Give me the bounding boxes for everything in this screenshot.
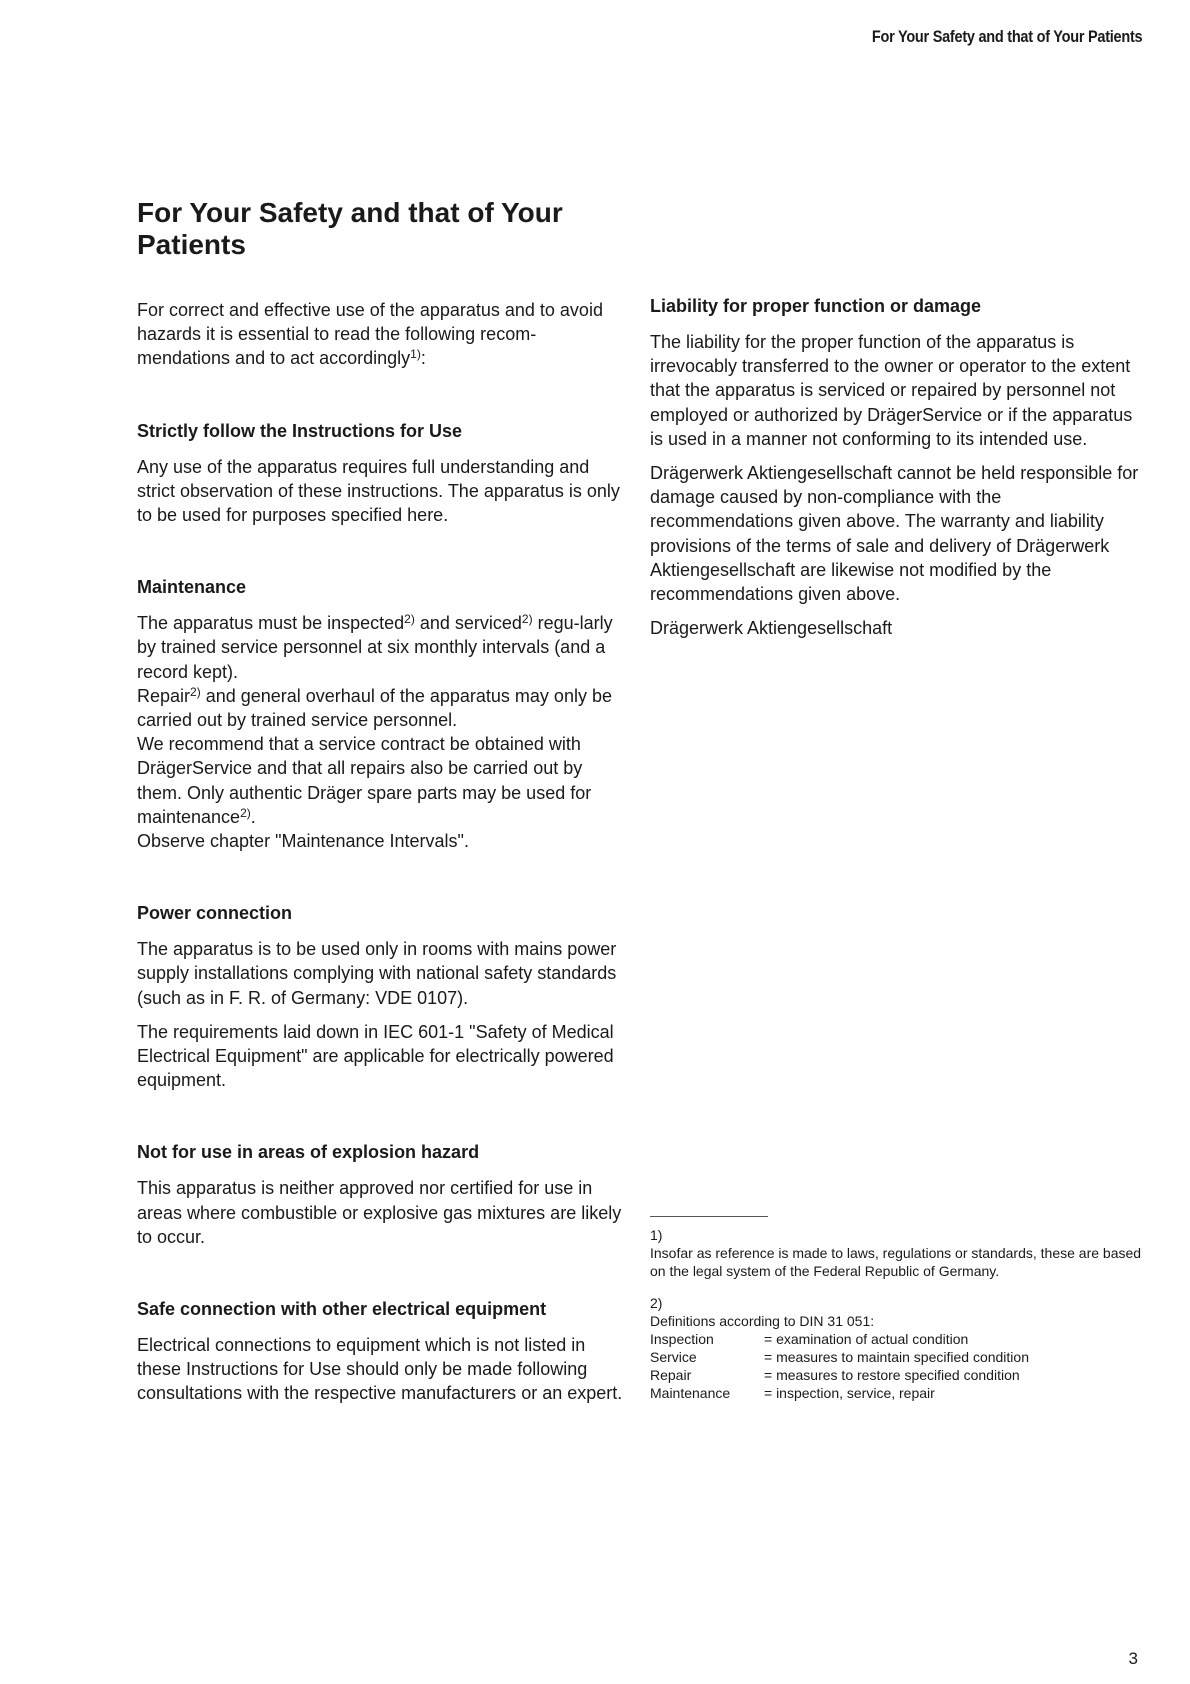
page-number: 3 [1128, 1649, 1138, 1668]
footnote-ref-2: 2) [404, 612, 415, 627]
footnote-mark: 2) [650, 1295, 663, 1311]
footnote-divider [650, 1216, 768, 1217]
section-paragraph: Any use of the apparatus requires full understanding and strict observation of these instructions. The apparatus is only to be used for purposes specified here. [137, 456, 620, 526]
footnote-text: Insofar as reference is made to laws, regulations or standards, these are based on the legal system of the Federal Republic of Germany. [650, 1245, 1142, 1279]
section-instructions [137, 419, 627, 528]
section-paragraph: The apparatus is to be used only in rooms with mains power supply installations complying with national safety standards (such as in F. R. of Germany: VDE 0107). [137, 939, 617, 1008]
definition-term: Maintenance [650, 1385, 731, 1401]
page-title: For Your Safety and that of Your Patients [137, 197, 563, 260]
definition-term: Service [650, 1349, 697, 1365]
section-paragraph: Drägerwerk Aktiengesellschaft cannot be held responsible for damage caused by non-compliance with the recommendations given above. The warranty and liability provisions of the terms of sale and delivery of Drägerwerk Aktiengesellschaft are likewise not modified by the recommendations given above. [650, 463, 1139, 605]
section-paragraph: Electrical connections to equipment which is not listed in these Instructions for Use should only be made following consultations with the respective manufacturers or an expert. [137, 1335, 623, 1404]
definition-term: Repair [650, 1367, 692, 1383]
section-paragraph: The liability for the proper function of the apparatus is irrevocably transferred to the owner or operator to the extent that the apparatus is serviced or repaired by personnel not employed or authorized by DrägerService or if the apparatus is used in a manner not conforming to its intended use. [650, 332, 1133, 449]
definition-text: = measures to maintain specified condition [764, 1349, 1029, 1365]
footnote-text: Definitions according to DIN 31 051: [650, 1313, 875, 1329]
intro-paragraph: For correct and effective use of the apparatus and to avoid hazards it is essential to read the following recom-mendations and to act accordingly$^{1)}$: [137, 300, 603, 369]
definition-row [650, 1348, 1160, 1366]
section-heading: Safe connection with other electrical equipment [137, 1299, 547, 1320]
definition-text: = measures to restore specified condition [764, 1367, 1020, 1383]
section-maintenance [137, 575, 627, 853]
right-column [650, 294, 1146, 640]
section-heading: Maintenance [137, 577, 247, 598]
definition-text: = inspection, service, repair [764, 1385, 935, 1401]
footnote-1 [650, 1226, 1160, 1280]
definition-term: Inspection [650, 1331, 714, 1347]
section-explosion [137, 1140, 627, 1249]
footnote-ref-1: 1) [410, 347, 421, 362]
footnote-ref-2: 2) [190, 684, 201, 699]
left-column [137, 298, 627, 1406]
section-paragraph: The apparatus must be inspected$^{2)}$ and serviced$^{2)}$ regu-larly by trained service personnel at six monthly intervals (and a record kept). Repair$^{2)}$ and general overhaul of the apparatus may only be carried out by trained service personnel. We recommend that a service contract be obtained with DrägerService and that all repairs also be carried out by them. Only authentic Dräger spare parts may be used for maintenance$^{2)}$. Observe chapter "Maintenance Intervals". [137, 612, 613, 852]
section-power [137, 901, 627, 1092]
section-electrical [137, 1297, 627, 1406]
section-paragraph: This apparatus is neither approved nor certified for use in areas where combustible or explosive gas mixtures are likely to occur. [137, 1178, 622, 1247]
section-heading: Power connection [137, 903, 293, 924]
section-heading: Strictly follow the Instructions for Use [137, 420, 463, 441]
section-paragraph: The requirements laid down in IEC 601-1 "Safety of Medical Electrical Equipment" are applicable for electrically powered equipment. [137, 1021, 614, 1091]
footnotes [650, 1226, 1160, 1402]
footnote-ref-2: 2) [240, 805, 251, 820]
footnote-ref-2: 2) [521, 612, 533, 627]
section-liability [650, 294, 1146, 640]
footnote-mark: 1) [650, 1227, 663, 1243]
section-heading: Liability for proper function or damage [650, 296, 982, 316]
definition-row [650, 1384, 1160, 1402]
running-header: For Your Safety and that of Your Patients [871, 28, 1142, 46]
definition-text: = examination of actual condition [764, 1331, 969, 1347]
section-heading: Not for use in areas of explosion hazard [137, 1142, 480, 1163]
company-name: Drägerwerk Aktiengesellschaft [650, 618, 893, 639]
definition-row [650, 1330, 1160, 1348]
definition-row [650, 1366, 1160, 1384]
footnote-2 [650, 1294, 1160, 1402]
